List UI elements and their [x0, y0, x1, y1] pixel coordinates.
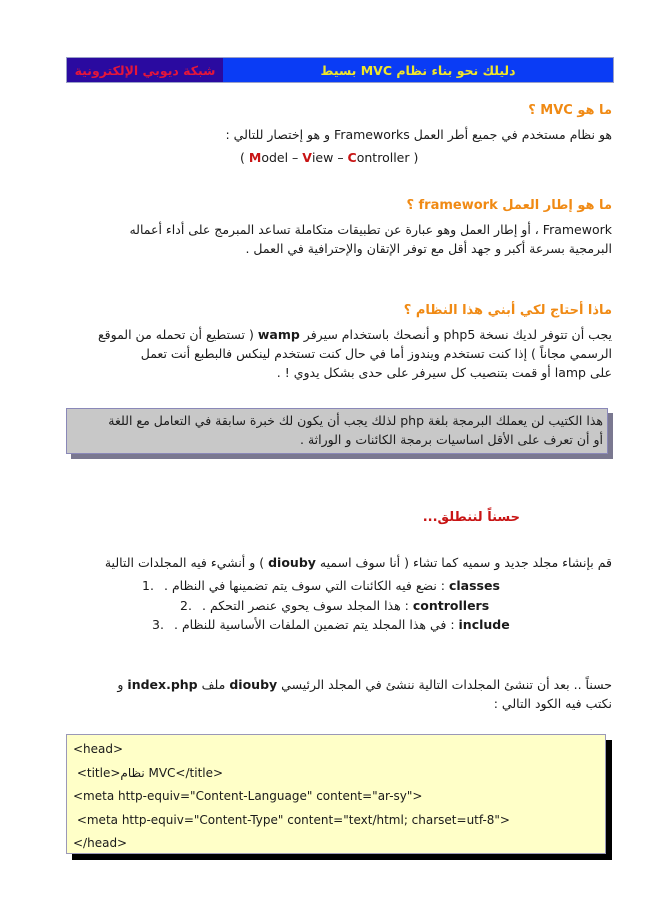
intro-text-a: قم بإنشاء مجلد جديد و سميه كما تشاء ( أنا سوف اسميه	[315, 555, 612, 570]
item-number: 1.	[142, 578, 154, 593]
requirements-line-3: على lamp أو قمت بتنصيب كل سيرفر على حدى بشكل يدوي ! .	[276, 365, 612, 380]
letter-c: C	[347, 150, 357, 165]
folders-list	[142, 576, 612, 635]
code-line: </head>	[73, 836, 128, 850]
folder-name: include	[458, 617, 510, 632]
wamp-term: wamp	[257, 327, 300, 342]
mvc-acronym	[240, 150, 418, 165]
controller-rest: ontroller	[356, 150, 410, 165]
index-php-term: index.php	[127, 677, 198, 692]
note-line-1: هذا الكتيب لن يعملك البرمجة بلغة php لذلك يجب أن يكون لك خبرة سابقة في التعامل مع اللغة	[108, 413, 603, 428]
list-item	[142, 615, 612, 635]
list-item	[142, 576, 612, 596]
note-line-2: أو أن تعرف على الأقل اساسيات برمجة الكائنات و الوراثة .	[300, 432, 603, 447]
list-item	[142, 596, 612, 616]
folder-desc: : نضع فيه الكائنات التي سوف يتم تضمينها في النظام .	[164, 578, 449, 593]
diouby-term: diouby	[229, 677, 278, 692]
intro-text-b: ) و أنشيء فيه المجلدات التالية	[104, 555, 269, 570]
code-line: <meta http-equiv="Content-Language" content="ar-sy">	[73, 789, 423, 803]
after-text-a: حسناً .. بعد أن تنشئ المجلدات التالية ننشئ في المجلد الرئيسي	[277, 677, 612, 692]
heading-what-is-mvc: ما هو MVC ؟	[528, 103, 612, 118]
heading-requirements: ماذا أحتاج لكي أبني هذا النظام ؟	[403, 303, 612, 318]
letter-v: V	[302, 150, 312, 165]
framework-line-2: البرمجية بسرعة أكبر و جهد أقل مع توفر الإتقان والإحترافية في العمل .	[245, 241, 612, 256]
site-name: شبكة ديوبي الإلكترونية	[67, 58, 223, 82]
code-line: <meta http-equiv="Content-Type" content="text/html; charset=utf-8">	[73, 812, 510, 827]
requirements-line-1	[66, 325, 612, 344]
req-text-b: ( تستطيع أن تحمله من الموقع	[97, 327, 258, 342]
code-block	[66, 734, 606, 854]
folder-desc: : هذا المجلد سوف يحوي عنصر التحكم .	[202, 597, 413, 613]
heading-lets-start: حسناً لننطلق...	[422, 510, 520, 525]
mvc-definition: هو نظام مستخدم في جميع أطر العمل Frameworks و هو إختصار للتالي :	[225, 127, 612, 142]
folder-desc: : في هذا المجلد يتم تضمين الملفات الأساسية للنظام .	[174, 617, 459, 632]
view-rest: iew –	[311, 150, 348, 165]
code-line: <title>نظام MVC</title>	[73, 765, 224, 780]
create-folder-instruction	[66, 553, 612, 572]
framework-line-1: Framework ، أو إطار العمل وهو عبارة عن تطبيقات متكاملة تساعد المبرمج على أداء أعماله	[129, 222, 612, 237]
item-number: 3.	[152, 617, 164, 632]
heading-what-is-framework: ما هو إطار العمل framework ؟	[406, 198, 612, 213]
paren-open: (	[240, 150, 249, 165]
paren-close: )	[409, 150, 419, 165]
document-title: دليلك نحو بناء نظام MVC بسيط	[223, 58, 613, 82]
code-line: <head>	[73, 742, 124, 756]
req-text-a: يجب أن تتوفر لديك نسخة php5 و أنصحك باستخدام سيرفر	[299, 327, 612, 342]
index-instruction-line-2: نكتب فيه الكود التالي :	[493, 696, 612, 711]
diouby-term: diouby	[268, 555, 316, 570]
requirements-line-2: الرسمي مجاناً ) إذا كنت تستخدم ويندوز أما في حال كنت تستخدم لينكس فالبطبع أنت تعمل	[140, 346, 612, 361]
letter-m: M	[248, 150, 262, 165]
index-instruction-line-1	[66, 675, 612, 694]
after-text-c: و	[117, 677, 128, 692]
folder-name: controllers	[412, 597, 490, 613]
model-rest: odel –	[261, 150, 303, 165]
note-box	[66, 408, 608, 454]
after-text-b: ملف	[197, 677, 230, 692]
item-number: 2.	[180, 597, 192, 613]
header-banner	[66, 57, 614, 83]
folder-name: classes	[448, 578, 500, 593]
